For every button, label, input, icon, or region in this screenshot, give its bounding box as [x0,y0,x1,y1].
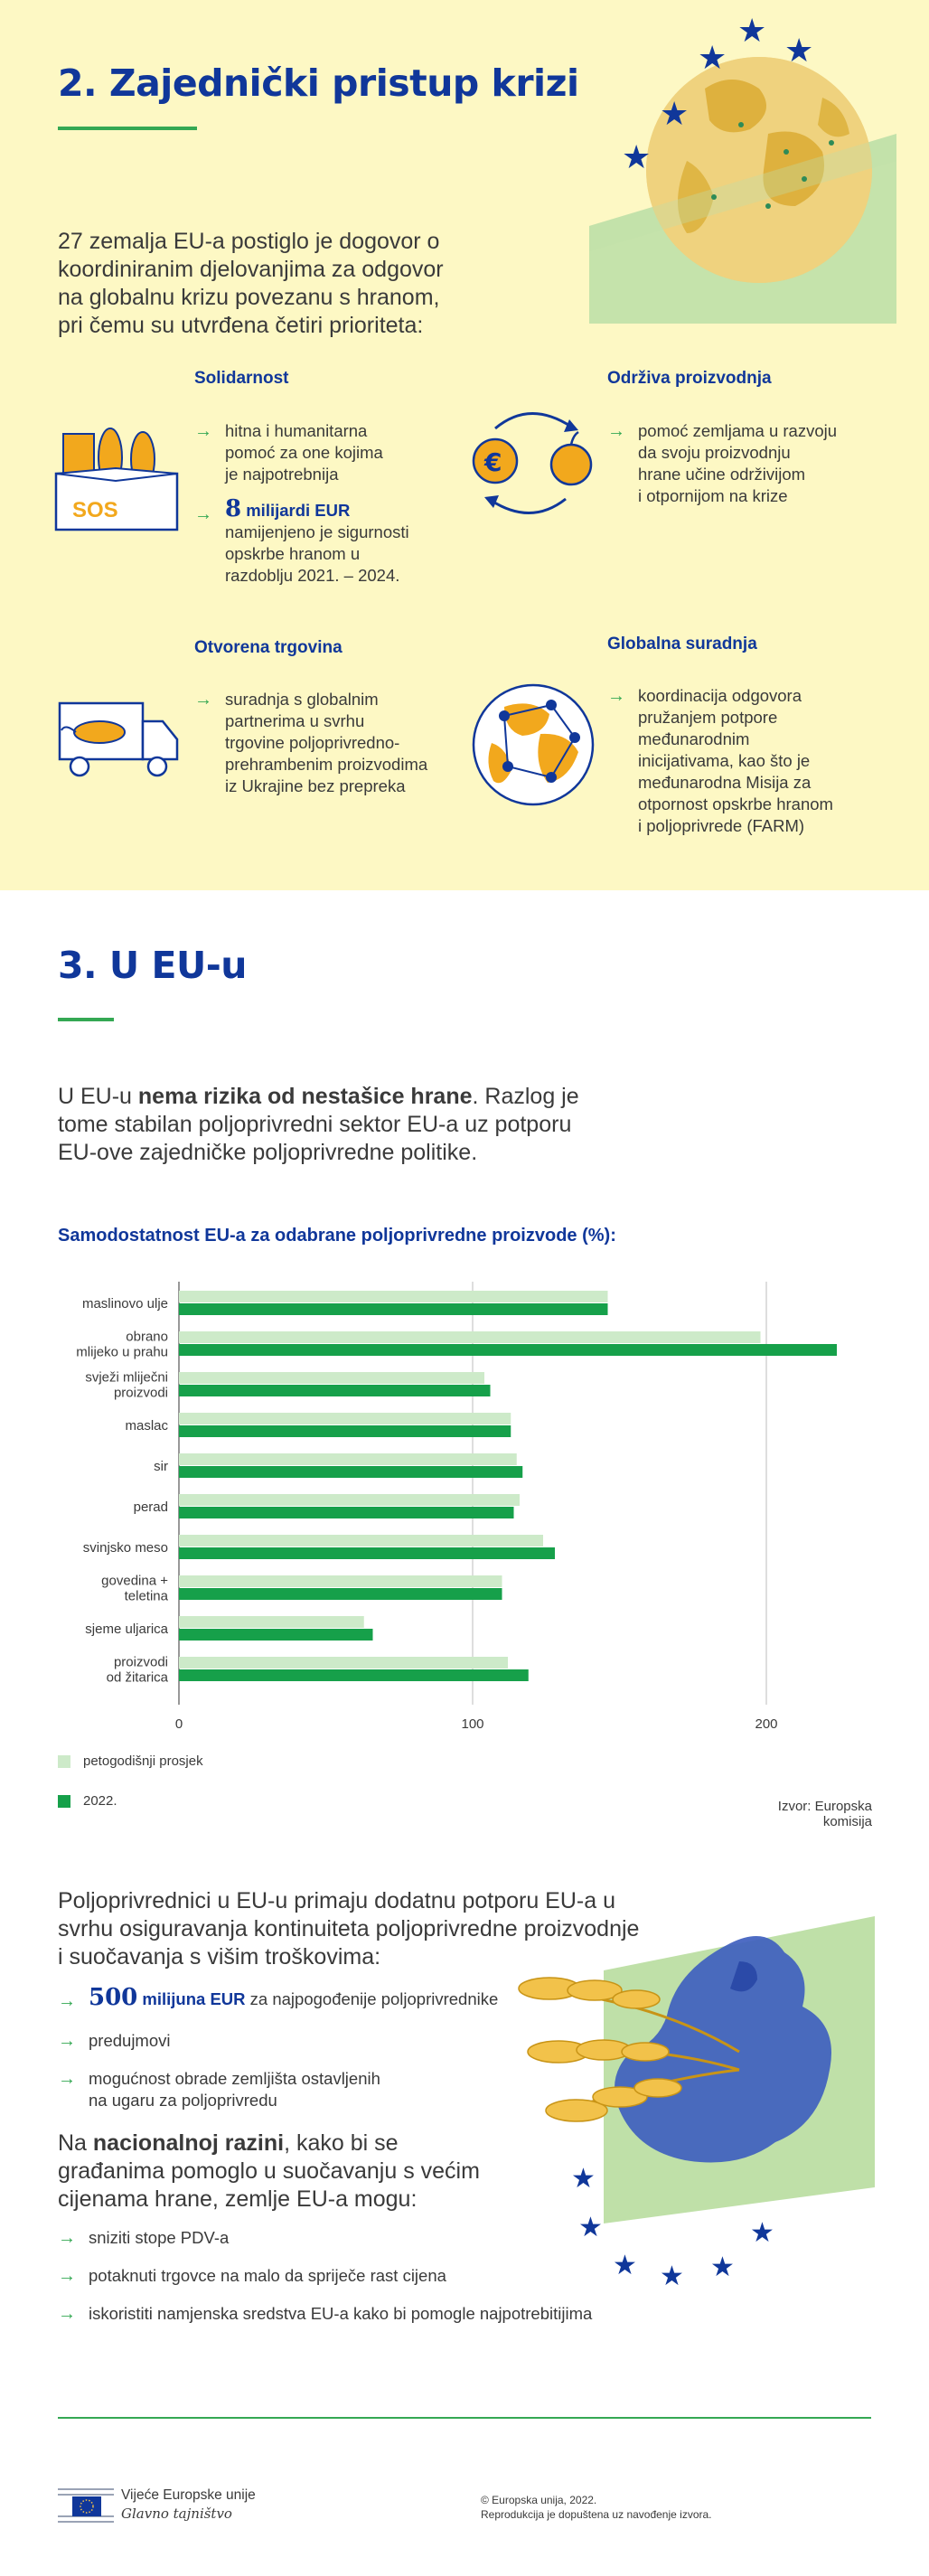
bar-2022 [179,1507,514,1518]
big-number: 500 [89,1984,138,2011]
solidarnost-list [194,420,429,587]
bar-2022 [179,1547,555,1559]
svg-text:★: ★ [737,13,767,50]
bar-2022 [179,1344,837,1356]
sos-label: SOS [72,498,118,522]
category-label: svježi mliječni [85,1369,168,1386]
bar-2022 [179,1425,511,1437]
category-label: proizvodi [113,1385,168,1401]
national-intro [58,2129,564,2214]
bar-2022 [179,1385,491,1396]
item-line: i poljoprivrede (FARM) [638,816,805,835]
list-item [194,420,429,485]
arrow-right-icon: → [58,2228,76,2248]
arrow-right-icon: → [194,690,212,710]
category-label: maslac [125,1418,168,1434]
item-line: mogućnost obrade zemljišta ostavljenih [89,2069,380,2088]
intro-line: koordiniranim djelovanjima za odgovor [58,257,444,282]
item-line: koordinacija odgovora [638,686,802,705]
bar-five-year-average [179,1331,761,1343]
svg-text:★: ★ [750,2217,774,2249]
intro-line: svrhu osiguravanja kontinuiteta poljoprivredne proizvodnje [58,1916,640,1941]
arrow-right-icon: → [58,2304,76,2324]
amount-unit: milijuna EUR [142,1989,246,2008]
section-2-title-rule [58,127,197,130]
intro-strong: nema rizika od nestašice hrane [137,1084,473,1109]
solidarnost-heading: Solidarnost [194,369,289,388]
footer-rule [58,2417,871,2419]
svg-text:★: ★ [698,40,727,77]
item-line: da svoju proizvodnju [638,443,791,462]
item-line: iz Ukrajine bez prepreka [225,776,406,795]
globalna-list [607,685,896,837]
footer-org: Vijeće Europske unije [121,2487,256,2503]
list-item [58,2068,636,2111]
item-line: partnerima u svrhu [225,711,365,730]
item-line: na ugaru za poljoprivredu [89,2091,277,2110]
bar-five-year-average [179,1657,508,1669]
bar-2022 [179,1588,502,1600]
section-3-title-rule [58,1018,114,1021]
section-3-title: 3. U EU-u [58,944,247,987]
arrow-right-icon: → [194,421,212,441]
footer-org-sub: Glavno tajništvo [121,2505,232,2522]
category-label: svinjsko meso [82,1540,168,1556]
list-item [194,689,465,797]
item-line: je najpotrebnija [225,465,339,484]
legend-swatch-2022 [58,1795,70,1808]
support-list [58,1984,636,2111]
arrow-right-icon: → [58,2069,76,2089]
bar-five-year-average [179,1535,543,1547]
amount-unit: milijardi EUR [246,501,351,520]
item-text: sniziti stope PDV-a [89,2228,230,2247]
national-text: Na [58,2130,93,2156]
section-3-intro [58,1083,871,1167]
svg-text:★: ★ [710,2252,735,2283]
intro-line: pri čemu su utvrđena četiri prioriteta: [58,313,424,338]
list-item [58,2030,636,2052]
category-label: obrano [126,1329,168,1345]
svg-text:★: ★ [571,2163,596,2195]
bar-2022 [179,1669,529,1681]
odrziva-list [607,420,896,507]
svg-text:★: ★ [613,2250,637,2281]
bar-five-year-average [179,1453,517,1465]
otvorena-list [194,689,465,797]
intro-line: Poljoprivrednici u EU-u primaju dodatnu potporu EU-a u [58,1888,615,1913]
item-line: i otpornijom na krize [638,486,788,505]
self-sufficiency-bar-chart [0,1274,929,1732]
item-line: inicijativama, kao što je [638,751,811,770]
globe-network-icon [468,680,598,810]
intro-line: i suočavanja s višim troškovima: [58,1944,381,1970]
national-line: cijenama hrane, zemlje EU-a mogu: [58,2186,418,2212]
bar-five-year-average [179,1372,484,1384]
section-2-intro [58,228,564,340]
bar-2022 [179,1466,522,1478]
national-text: , kako bi se [284,2130,399,2156]
odrziva-heading: Održiva proizvodnja [607,369,772,388]
category-label: proizvodi [113,1654,168,1670]
bar-five-year-average [179,1291,608,1302]
list-item [194,495,429,587]
item-line: opskrbe hranom u [225,544,361,563]
bar-2022 [179,1303,608,1315]
svg-text:★: ★ [622,139,652,176]
arrow-right-icon: → [607,421,625,441]
intro-line: na globalnu krizu povezanu s hranom, [58,285,440,310]
category-label: perad [133,1500,168,1515]
arrow-right-icon: → [58,2031,76,2051]
intro-line: tome stabilan poljoprivredni sektor EU-a uz potporu [58,1112,572,1137]
list-item [58,1984,636,2023]
x-tick-label: 200 [755,1716,778,1732]
item-line: hitna i humanitarna [225,421,368,440]
big-number: 8 [225,495,242,522]
item-line: suradnja s globalnim [225,690,379,709]
legend-swatch-average [58,1755,70,1768]
svg-text:★: ★ [660,2261,684,2292]
item-line: pomoć za one kojima [225,443,383,462]
arrow-right-icon: → [607,686,625,706]
svg-text:★: ★ [660,96,690,133]
item-line: prehrambenim proizvodima [225,755,428,774]
national-list [58,2227,745,2325]
item-text: za najpogođenije poljoprivrednike [249,1989,499,2008]
item-line: pomoć zemljama u razvoju [638,421,838,440]
council-eu-logo-icon [58,2484,114,2527]
intro-text: . Razlog je [472,1084,579,1109]
category-label: mlijeko u prahu [76,1344,168,1360]
intro-line: 27 zemalja EU-a postiglo je dogovor o [58,229,440,254]
legend-label-average: petogodišnji prosjek [83,1753,203,1769]
sos-food-box-icon [52,418,188,533]
bar-five-year-average [179,1494,520,1506]
category-label: sjeme uljarica [85,1622,168,1637]
otvorena-heading: Otvorena trgovina [194,638,343,657]
list-item [58,2227,745,2249]
item-line: međunarodnim [638,729,750,748]
chart-source: Izvor: Europska komisija [777,1799,872,1829]
list-item [607,685,896,837]
national-line: građanima pomoglo u suočavanju s većim [58,2158,480,2184]
item-line: razdoblju 2021. – 2024. [225,566,400,585]
intro-text: U EU-u [58,1084,138,1109]
footer-reproduction: Reprodukcija je dopuštena uz navođenje izvora. [481,2508,712,2521]
item-text: potaknuti trgovce na malo da spriječe rast cijena [89,2266,446,2285]
list-item [58,2303,745,2325]
euro-symbol: € [484,447,502,477]
bar-five-year-average [179,1575,502,1587]
item-text: iskoristiti namjenska sredstva EU-a kako bi pomogle najpotrebitijima [89,2304,593,2323]
list-item [58,2265,745,2287]
bar-five-year-average [179,1616,364,1628]
category-label: od žitarica [106,1669,168,1686]
item-line: otpornost opskrbe hranom [638,794,833,813]
arrow-right-icon: → [58,1991,76,2011]
euro-apple-cycle-icon [463,401,598,524]
intro-line: EU-ove zajedničke poljoprivredne politike. [58,1140,478,1165]
category-label: maslinovo ulje [81,1296,168,1312]
item-line: namijenjeno je sigurnosti [225,522,409,541]
category-label: sir [154,1459,168,1474]
svg-text:★: ★ [578,2212,603,2243]
item-line: međunarodna Misija za [638,773,812,792]
category-label: teletina [124,1588,168,1604]
chart-title: Samodostatnost EU-a za odabrane poljoprivredne proizvode (%): [58,1226,616,1246]
bar-2022 [179,1629,373,1641]
bar-five-year-average [179,1413,511,1424]
item-line: pružanjem potpore [638,708,778,727]
globe-stars-illustration [578,13,929,333]
arrow-right-icon: → [58,2266,76,2286]
section-2-title: 2. Zajednički pristup krizi [58,61,579,105]
arrow-right-icon: → [194,504,212,524]
national-strong: nacionalnoj razini [92,2130,285,2156]
footer-copyright: © Europska unija, 2022. [481,2494,597,2506]
legend-label-2022: 2022. [83,1793,117,1809]
category-label: govedina + [101,1573,168,1589]
truck-corn-icon [56,698,183,781]
x-tick-label: 0 [174,1716,183,1732]
x-tick-label: 100 [461,1716,484,1732]
list-item [607,420,896,507]
item-text: predujmovi [89,2031,171,2050]
item-line: trgovine poljoprivredno- [225,733,400,752]
globalna-heading: Globalna suradnja [607,635,757,653]
item-line: hrane učine održivijom [638,465,806,484]
svg-text:★: ★ [784,33,814,70]
